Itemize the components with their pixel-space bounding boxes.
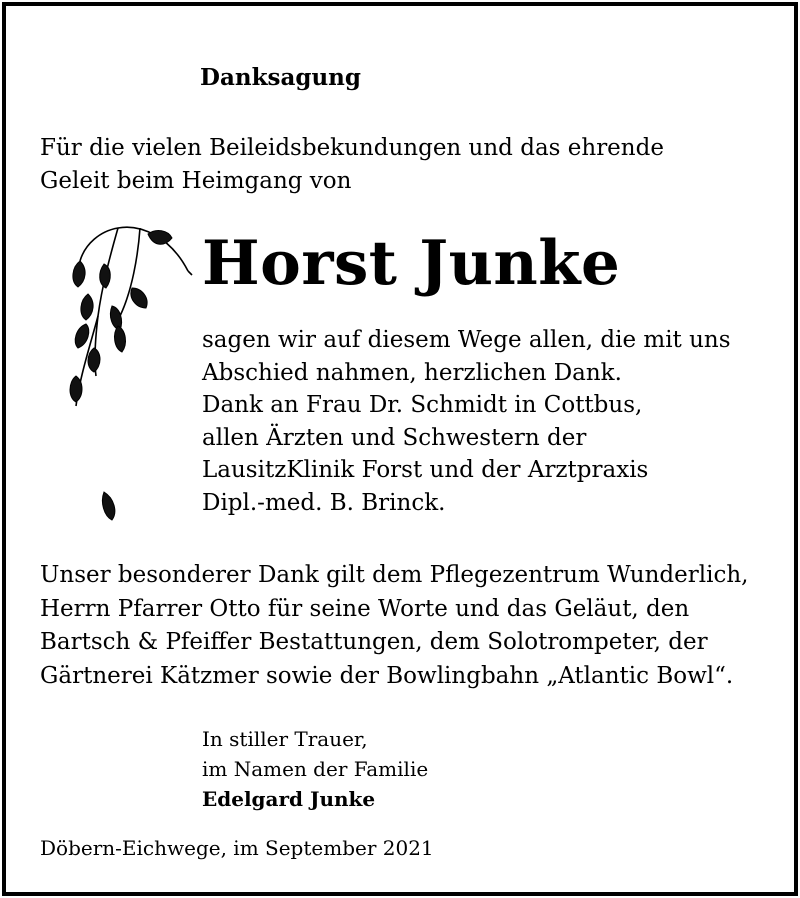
- special-thanks-line: Unser besonderer Dank gilt dem Pflegezentrum Wunderlich,: [40, 562, 749, 588]
- special-thanks-line: Herrn Pfarrer Otto für seine Worte und das Geläut, den: [40, 595, 690, 622]
- deceased-name: Horst Junke: [202, 228, 621, 299]
- thanks-line: Dipl.-med. B. Brinck.: [202, 489, 446, 516]
- thanks-line: Abschied nahmen, herzlichen Dank.: [202, 359, 622, 386]
- thanks-line: sagen wir auf diesem Wege allen, die mit uns: [202, 327, 731, 353]
- intro-line: Geleit beim Heimgang von: [40, 168, 352, 194]
- signature-line-1: In stiller Trauer,: [202, 727, 368, 751]
- signature-line-2: im Namen der Familie: [202, 757, 429, 781]
- intro-text: [40, 132, 664, 198]
- notice-heading: Danksagung: [200, 64, 361, 91]
- thanks-line: allen Ärzten und Schwestern der: [202, 424, 587, 451]
- special-thanks-line: Bartsch & Pfeiffer Bestattungen, dem Solotrompeter, der: [40, 629, 708, 655]
- thanks-line: Dank an Frau Dr. Schmidt in Cottbus,: [202, 392, 643, 418]
- intro-line: Für die vielen Beileidsbekundungen und das ehrende: [40, 135, 664, 161]
- place-date: Döbern-Eichwege, im September 2021: [40, 836, 434, 860]
- thanks-text: [202, 324, 731, 519]
- special-thanks-text: [40, 559, 748, 693]
- thanks-line: LausitzKlinik Forst und der Arztpraxis: [202, 457, 649, 483]
- special-thanks-line: Gärtnerei Kätzmer sowie der Bowlingbahn „Atlantic Bowl“.: [40, 662, 734, 689]
- obituary-notice: [2, 2, 798, 896]
- signature-name: Edelgard Junke: [202, 787, 376, 811]
- signature-block: [202, 724, 428, 814]
- leaf-branch-icon: [40, 216, 200, 546]
